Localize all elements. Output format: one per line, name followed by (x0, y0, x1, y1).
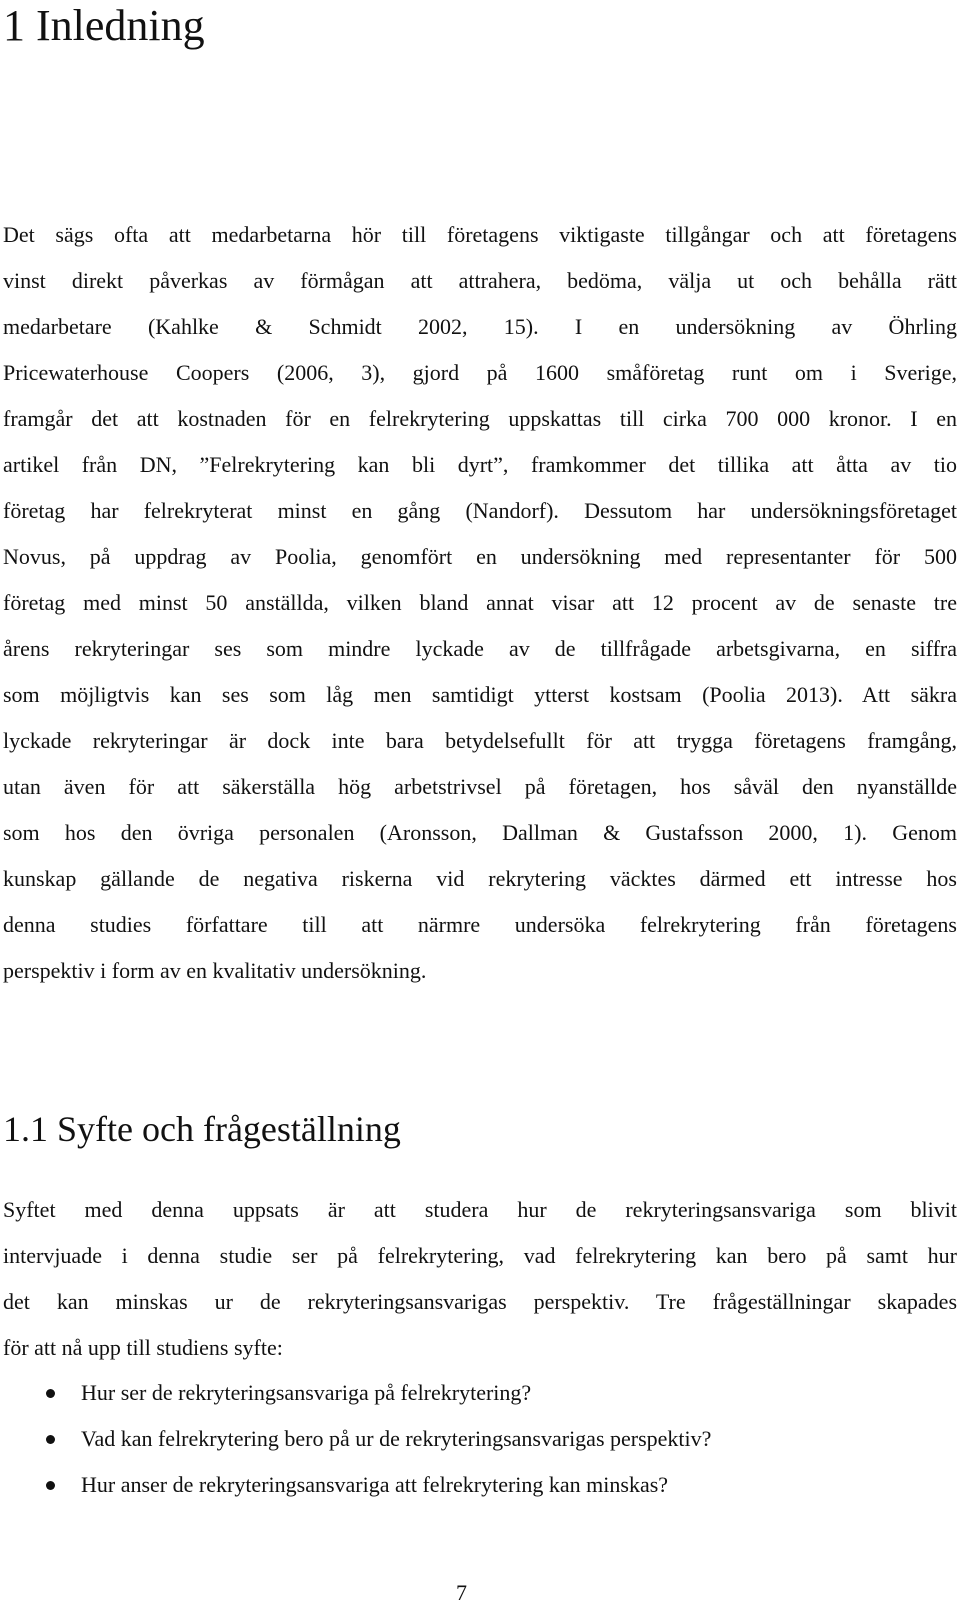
question-list (0, 1370, 954, 1508)
list-item-text: Vad kan felrekrytering bero på ur de rekryteringsansvarigas perspektiv? (81, 1426, 712, 1451)
text-line: lyckade rekryteringar är dock inte bara betydelsefullt för att trygga företagens framgång, (3, 728, 957, 753)
text-line: denna studies författare till att närmre undersöka felrekrytering från företagens (3, 912, 957, 937)
bullet-icon (46, 1389, 55, 1398)
page-number: 7 (456, 1580, 467, 1605)
text-line: företag har felrekryterat minst en gång (Nandorf). Dessutom har undersökningsföretaget (3, 498, 957, 523)
section-heading: 1.1 Syfte och frågeställning (3, 1109, 401, 1149)
text-line: Novus, på uppdrag av Poolia, genomfört en undersökning med representanter för 500 (3, 544, 957, 569)
text-line: vinst direkt påverkas av förmågan att attrahera, bedöma, välja ut och behålla rätt (3, 268, 957, 293)
text-line: utan även för att säkerställa hög arbetstrivsel på företagen, hos såväl den nyanställde (3, 774, 957, 799)
text-line: det kan minskas ur de rekryteringsansvarigas perspektiv. Tre frågeställningar skapades (3, 1289, 957, 1314)
text-line: för att nå upp till studiens syfte: (3, 1335, 283, 1360)
text-line: artikel från DN, ”Felrekrytering kan bli dyrt”, framkommer det tillika att åtta av tio (3, 452, 957, 477)
text-line: Det sägs ofta att medarbetarna hör till företagens viktigaste tillgångar och att företagens (3, 222, 957, 247)
text-line: som möjligtvis kan ses som låg men samtidigt ytterst kostsam (Poolia 2013). Att säkra (3, 682, 957, 707)
text-line: som hos den övriga personalen (Aronsson, Dallman & Gustafsson 2000, 1). Genom (3, 820, 957, 845)
list-item (0, 1462, 954, 1508)
list-item-text: Hur anser de rekryteringsansvariga att felrekrytering kan minskas? (81, 1472, 669, 1497)
text-line: Syftet med denna uppsats är att studera hur de rekryteringsansvariga som blivit (3, 1197, 957, 1222)
list-item (0, 1370, 954, 1416)
text-line: kunskap gällande de negativa riskerna vid rekrytering väcktes därmed ett intresse hos (3, 866, 957, 891)
bullet-icon (46, 1435, 55, 1444)
list-item (0, 1416, 954, 1462)
text-line: årens rekryteringar ses som mindre lyckade av de tillfrågade arbetsgivarna, en siffra (3, 636, 957, 661)
chapter-heading: 1 Inledning (3, 1, 205, 50)
text-line: framgår det att kostnaden för en felrekrytering uppskattas till cirka 700 000 kronor. I en (3, 406, 957, 431)
text-line: intervjuade i denna studie ser på felrekrytering, vad felrekrytering kan bero på samt hur (3, 1243, 957, 1268)
text-line: medarbetare (Kahlke & Schmidt 2002, 15). I en undersökning av Öhrling (3, 314, 957, 339)
bullet-icon (46, 1481, 55, 1490)
list-item-text: Hur ser de rekryteringsansvariga på felrekrytering? (81, 1380, 532, 1405)
text-line: företag med minst 50 anställda, vilken bland annat visar att 12 procent av de senaste tre (3, 590, 957, 615)
text-line: Pricewaterhouse Coopers (2006, 3), gjord på 1600 småföretag runt om i Sverige, (3, 360, 957, 385)
intro-paragraph (3, 212, 957, 994)
text-line: perspektiv i form av en kvalitativ undersökning. (3, 958, 427, 983)
purpose-paragraph (3, 1187, 957, 1371)
